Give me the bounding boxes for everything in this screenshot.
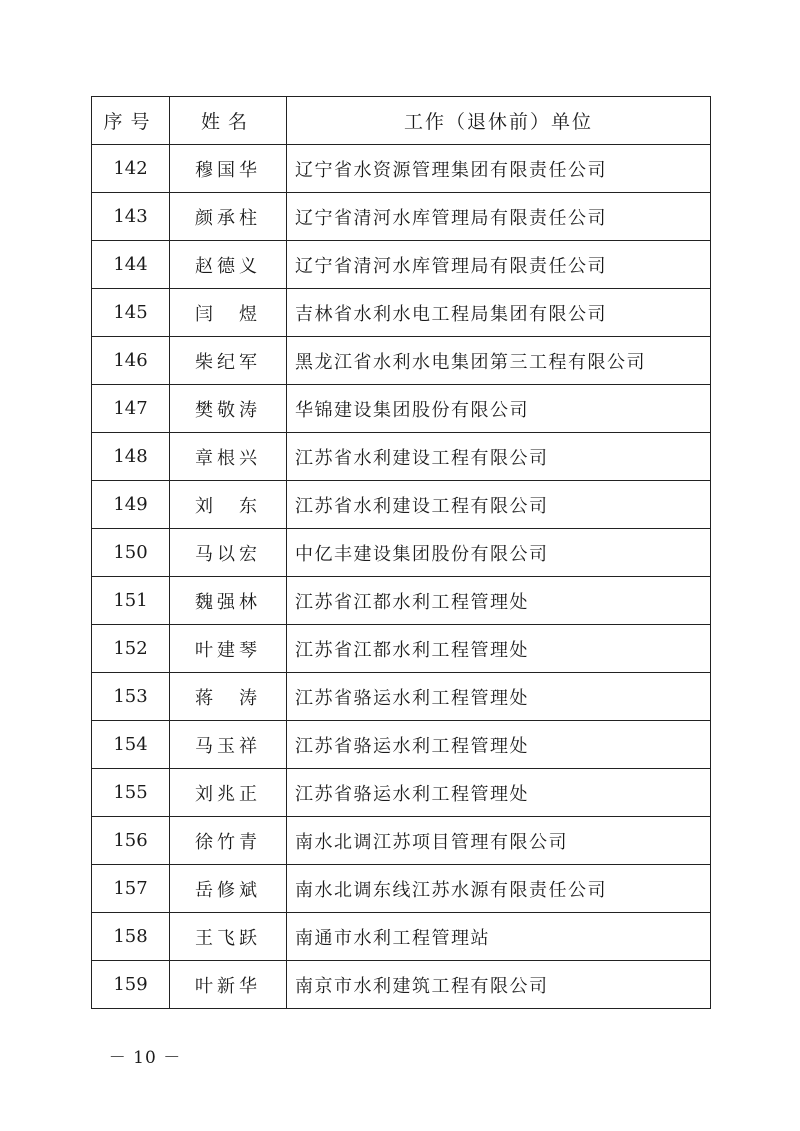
- cell-name: 刘 东: [170, 481, 287, 529]
- cell-work-unit: 辽宁省清河水库管理局有限责任公司: [287, 241, 711, 289]
- cell-work-unit: 中亿丰建设集团股份有限公司: [287, 529, 711, 577]
- cell-work-unit: 江苏省水利建设工程有限公司: [287, 481, 711, 529]
- table-row: [92, 433, 711, 481]
- cell-name: 叶新华: [170, 961, 287, 1009]
- cell-work-unit: 南水北调江苏项目管理有限公司: [287, 817, 711, 865]
- cell-work-unit: 辽宁省清河水库管理局有限责任公司: [287, 193, 711, 241]
- cell-serial-number: 159: [92, 961, 170, 1009]
- cell-serial-number: 155: [92, 769, 170, 817]
- cell-work-unit: 华锦建设集团股份有限公司: [287, 385, 711, 433]
- cell-name: 叶建琴: [170, 625, 287, 673]
- cell-serial-number: 142: [92, 145, 170, 193]
- table-row: [92, 145, 711, 193]
- cell-name: 闫 煜: [170, 289, 287, 337]
- cell-serial-number: 148: [92, 433, 170, 481]
- table-row: [92, 817, 711, 865]
- table-row: [92, 385, 711, 433]
- cell-work-unit: 南通市水利工程管理站: [287, 913, 711, 961]
- cell-name: 徐竹青: [170, 817, 287, 865]
- cell-work-unit: 黑龙江省水利水电集团第三工程有限公司: [287, 337, 711, 385]
- cell-serial-number: 154: [92, 721, 170, 769]
- cell-work-unit: 江苏省江都水利工程管理处: [287, 625, 711, 673]
- table-row: [92, 913, 711, 961]
- table-row: [92, 241, 711, 289]
- cell-name: 赵德义: [170, 241, 287, 289]
- cell-serial-number: 152: [92, 625, 170, 673]
- cell-name: 马以宏: [170, 529, 287, 577]
- cell-name: 魏强林: [170, 577, 287, 625]
- cell-work-unit: 江苏省骆运水利工程管理处: [287, 721, 711, 769]
- cell-serial-number: 149: [92, 481, 170, 529]
- table-header-row: [92, 97, 711, 145]
- cell-name: 马玉祥: [170, 721, 287, 769]
- cell-serial-number: 157: [92, 865, 170, 913]
- cell-serial-number: 156: [92, 817, 170, 865]
- cell-name: 蒋 涛: [170, 673, 287, 721]
- cell-name: 颜承柱: [170, 193, 287, 241]
- cell-name: 樊敬涛: [170, 385, 287, 433]
- cell-serial-number: 153: [92, 673, 170, 721]
- cell-serial-number: 158: [92, 913, 170, 961]
- cell-name: 岳修斌: [170, 865, 287, 913]
- cell-serial-number: 146: [92, 337, 170, 385]
- cell-serial-number: 150: [92, 529, 170, 577]
- cell-serial-number: 144: [92, 241, 170, 289]
- cell-serial-number: 145: [92, 289, 170, 337]
- table-row: [92, 961, 711, 1009]
- cell-work-unit: 南京市水利建筑工程有限公司: [287, 961, 711, 1009]
- table-row: [92, 337, 711, 385]
- table-row: [92, 673, 711, 721]
- table-row: [92, 577, 711, 625]
- table-row: [92, 529, 711, 577]
- cell-name: 章根兴: [170, 433, 287, 481]
- table-row: [92, 769, 711, 817]
- table-row: [92, 481, 711, 529]
- cell-name: 刘兆正: [170, 769, 287, 817]
- table-row: [92, 193, 711, 241]
- cell-serial-number: 147: [92, 385, 170, 433]
- table-row: [92, 625, 711, 673]
- table-row: [92, 289, 711, 337]
- cell-work-unit: 江苏省骆运水利工程管理处: [287, 673, 711, 721]
- cell-work-unit: 江苏省骆运水利工程管理处: [287, 769, 711, 817]
- cell-work-unit: 吉林省水利水电工程局集团有限公司: [287, 289, 711, 337]
- cell-name: 柴纪军: [170, 337, 287, 385]
- table-row: [92, 721, 711, 769]
- cell-name: 穆国华: [170, 145, 287, 193]
- cell-work-unit: 南水北调东线江苏水源有限责任公司: [287, 865, 711, 913]
- cell-work-unit: 江苏省水利建设工程有限公司: [287, 433, 711, 481]
- table-body: [92, 145, 711, 1009]
- cell-work-unit: 江苏省江都水利工程管理处: [287, 577, 711, 625]
- page-number: － 10 －: [108, 1048, 182, 1068]
- cell-name: 王飞跃: [170, 913, 287, 961]
- header-name: 姓名: [170, 97, 287, 145]
- roster-table: [91, 96, 711, 1009]
- header-work-unit: 工作（退休前）单位: [287, 97, 711, 145]
- cell-work-unit: 辽宁省水资源管理集团有限责任公司: [287, 145, 711, 193]
- header-serial-number: 序号: [92, 97, 170, 145]
- cell-serial-number: 143: [92, 193, 170, 241]
- cell-serial-number: 151: [92, 577, 170, 625]
- table-row: [92, 865, 711, 913]
